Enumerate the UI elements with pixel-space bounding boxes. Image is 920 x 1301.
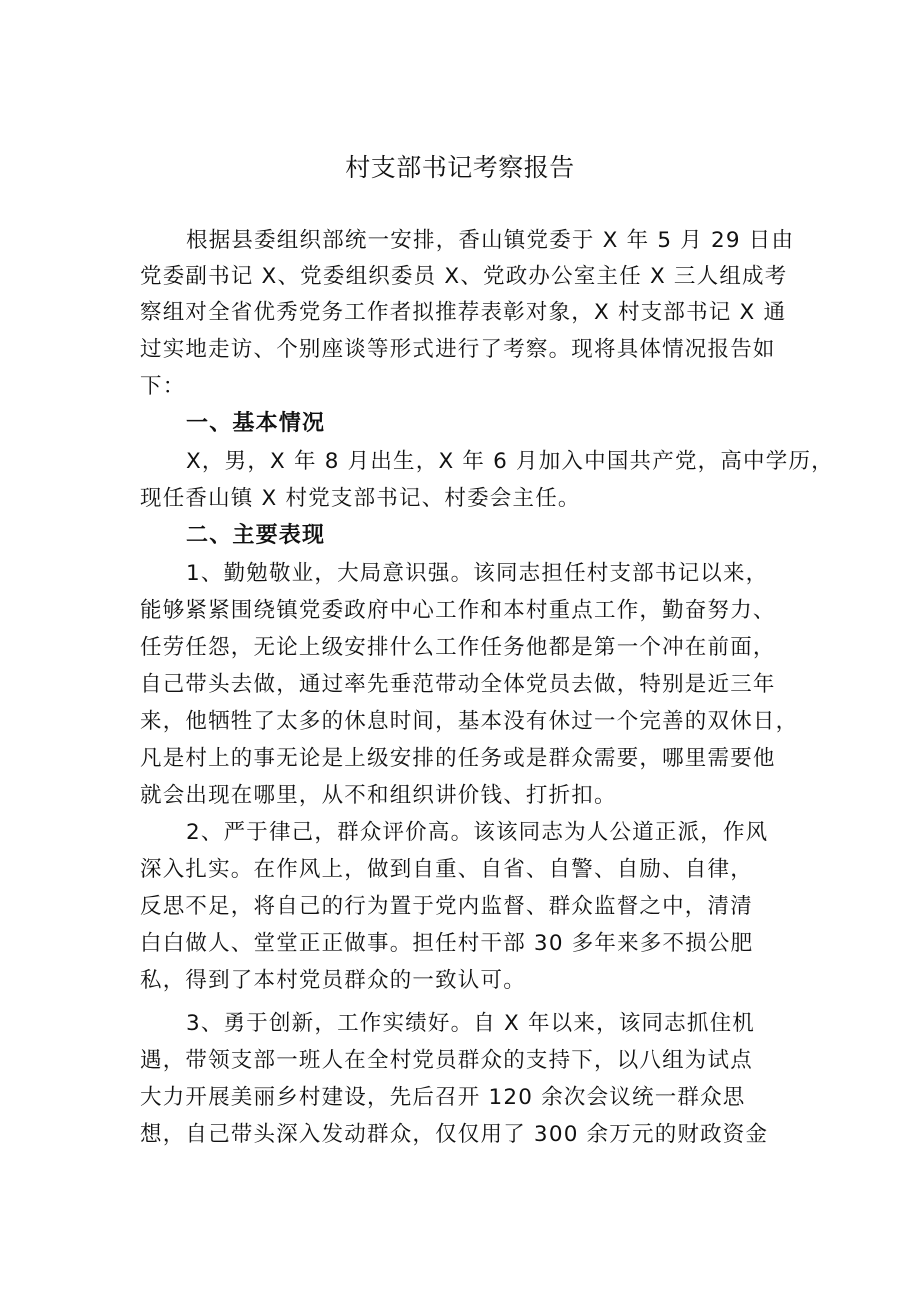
paragraph-line: X，男，X 年 8 月出生，X 年 6 月加入中国共产党，高中学历，	[186, 449, 834, 474]
paragraph-line: 过实地走访、个别座谈等形式进行了考察。现将具体情况报告如	[140, 337, 776, 362]
paragraph-line: 1、勤勉敬业，大局意识强。该同志担任村支部书记以来，	[186, 561, 769, 586]
paragraph-line: 白白做人、堂堂正正做事。担任村干部 30 多年来多不损公肥	[140, 931, 754, 956]
paragraph-line: 党委副书记 X、党委组织委员 X、党政办公室主任 X 三人组成考	[140, 264, 788, 289]
section-heading-basic: 一、基本情况	[186, 411, 326, 436]
document-title: 村支部书记考察报告	[345, 153, 575, 182]
paragraph-line: 反思不足，将自己的行为置于党内监督、群众监督之中，清清	[140, 894, 753, 919]
paragraph-line: 凡是村上的事无论是上级安排的任务或是群众需要，哪里需要他	[140, 746, 776, 771]
paragraph-line: 根据县委组织部统一安排，香山镇党委于 X 年 5 月 29 日由	[186, 228, 795, 253]
paragraph-line: 察组对全省优秀党务工作者拟推荐表彰对象，X 村支部书记 X 通	[140, 300, 787, 325]
paragraph-line: 3、勇于创新，工作实绩好。自 X 年以来，该同志抓住机	[186, 1011, 755, 1036]
paragraph-line: 来，他牺牲了太多的休息时间，基本没有休过一个完善的双休日，	[140, 709, 799, 734]
paragraph-line: 现任香山镇 X 村党支部书记、村委会主任。	[140, 486, 581, 511]
paragraph-line: 自己带头去做，通过率先垂范带动全体党员去做，特别是近三年	[140, 672, 776, 697]
paragraph-line: 私，得到了本村党员群众的一致认可。	[140, 968, 526, 993]
paragraph-line: 任劳任怨，无论上级安排什么工作任务他都是第一个冲在前面，	[140, 635, 776, 660]
section-heading-performance: 二、主要表现	[186, 523, 326, 548]
paragraph-line: 遇，带领支部一班人在全村党员群众的支持下，以八组为试点	[140, 1048, 753, 1073]
paragraph-line: 大力开展美丽乡村建设，先后召开 120 余次会议统一群众思	[140, 1085, 746, 1110]
paragraph-line: 就会出现在哪里，从不和组织讲价钱、打折扣。	[140, 783, 617, 808]
paragraph-line: 深入扎实。在作风上，做到自重、自省、自警、自励、自律，	[140, 857, 753, 882]
paragraph-line: 下：	[140, 374, 186, 399]
paragraph-line: 能够紧紧围绕镇党委政府中心工作和本村重点工作，勤奋努力、	[140, 598, 776, 623]
paragraph-line: 2、严于律己，群众评价高。该该同志为人公道正派，作风	[186, 820, 769, 845]
paragraph-line: 想，自己带头深入发动群众，仅仅用了 300 余万元的财政资金	[140, 1122, 769, 1147]
